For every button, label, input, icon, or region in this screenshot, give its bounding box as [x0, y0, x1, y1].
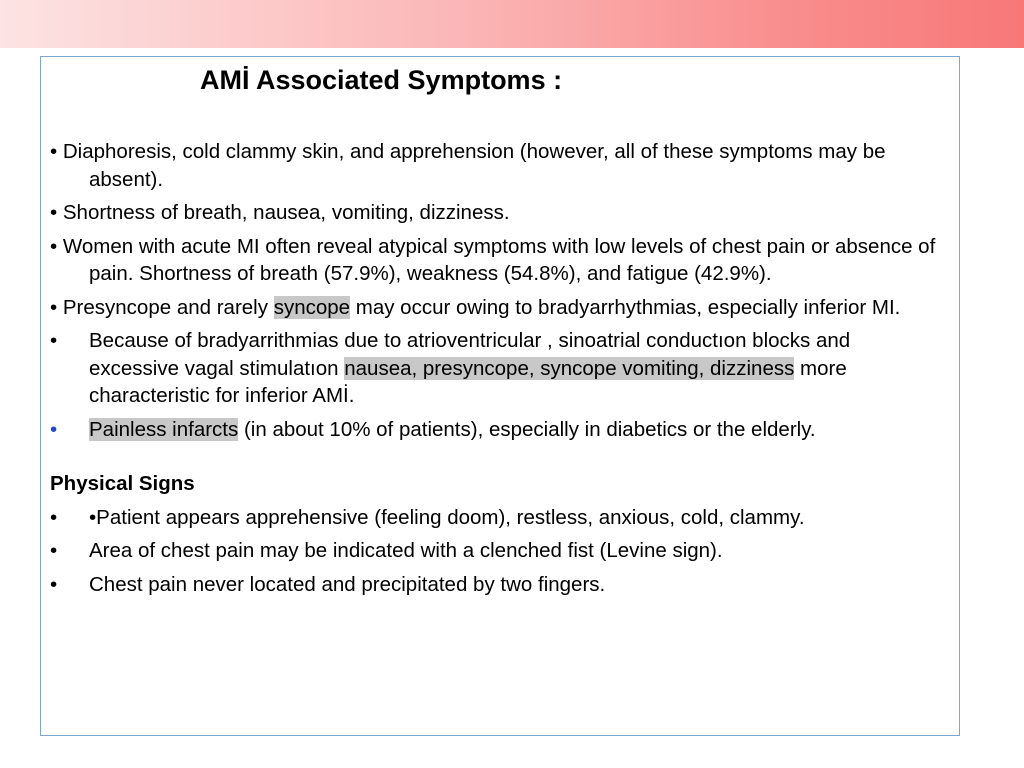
bullet-dot: • [50, 329, 58, 352]
highlight-syncope: syncope [273, 295, 351, 319]
paragraph-4-text-end: may occur owing to bradyarrhythmias, especially inferior MI. [350, 295, 901, 319]
bradyarrhythmia-text-start: Because of bradyarrithmias due to atrioventricular , sinoatrial conductıon blocks and excessive vagal stimulatıon [89, 329, 851, 380]
symptom-paragraph-2: • Shortness of breath, nausea, vomiting, dizziness. [50, 201, 510, 224]
symptom-paragraph-1: • Diaphoresis, cold clammy skin, and apprehension (however, all of these symptoms may be absent). [50, 140, 886, 191]
highlight-symptoms: nausea, presyncope, syncope vomiting, dizziness [344, 356, 795, 380]
symptom-paragraph-3: • Women with acute MI often reveal atypical symptoms with low levels of chest pain or absence of pain. Shortness of breath (57.9%), weakness (54.8%), and fatigue (42.9%). [50, 234, 936, 285]
slide-content [50, 138, 945, 604]
physical-sign-text: Area of chest pain may be indicated with a clenched fist (Levine sign). [89, 539, 723, 562]
slide-title: AMİ Associated Symptoms : [200, 65, 563, 95]
physical-sign-item [50, 504, 945, 532]
painless-infarcts-text: (in about 10% of patients), especially in diabetics or the elderly. [238, 417, 816, 441]
painless-infarcts-bullet-item [50, 416, 945, 444]
bradyarrhythmia-bullet-item [50, 327, 945, 410]
header-gradient-band [0, 0, 1024, 48]
highlight-painless-infarcts: Painless infarcts [89, 417, 239, 441]
physical-sign-text: •Patient appears apprehensive (feeling doom), restless, anxious, cold, clammy. [89, 505, 805, 529]
bradyarrhythmia-text-end: more characteristic for inferior AMİ. [89, 356, 847, 407]
bullet-dot: • [50, 417, 58, 441]
physical-sign-item [50, 571, 945, 599]
bullet-dot: • [50, 572, 58, 596]
physical-signs-heading: Physical Signs [50, 472, 195, 495]
symptom-paragraph-4 [50, 294, 945, 322]
paragraph-4-text-start: • Presyncope and rarely [50, 295, 274, 319]
bullet-dot: • [50, 539, 58, 562]
physical-sign-text: Chest pain never located and precipitated by two fingers. [89, 572, 606, 596]
physical-sign-item [50, 537, 945, 565]
bullet-dot: • [50, 505, 58, 529]
